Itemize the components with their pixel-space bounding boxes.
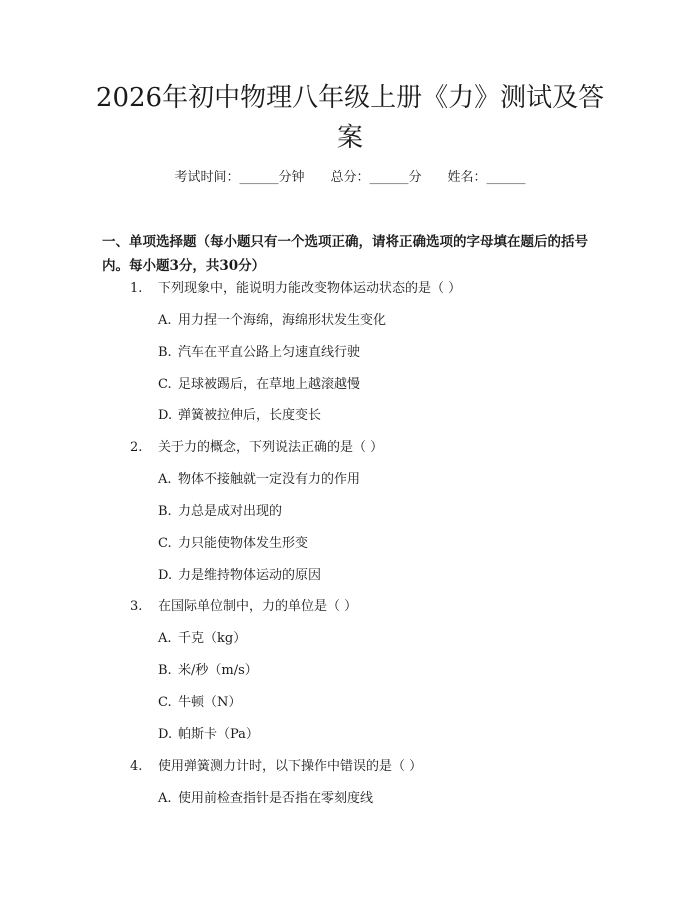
total-score-unit: 分 (408, 170, 422, 185)
option-letter: A. (158, 472, 172, 488)
answer-option (0, 375, 700, 407)
question-list (0, 279, 700, 820)
question-number: 4. (130, 758, 143, 774)
section-heading: 一、单项选择题（每小题只有一个选项正确，请将正确选项的字母填在题后的括号内。每小题3分，共30分） (102, 234, 588, 274)
answer-option (0, 502, 700, 534)
option-text: 力总是成对出现的 (178, 503, 283, 519)
answer-option (0, 725, 700, 757)
answer-option (0, 406, 700, 438)
option-letter: C. (158, 376, 172, 392)
option-letter: A. (158, 790, 172, 806)
name-label: 姓名： (447, 170, 487, 185)
total-score-label: 总分： (330, 170, 370, 185)
answer-option (0, 470, 700, 502)
option-text: 足球被踢后，在草地上越滚越慢 (178, 376, 361, 392)
question-item (0, 757, 700, 789)
question-number: 1. (130, 281, 143, 296)
option-text: 力是维持物体运动的原因 (178, 567, 322, 583)
option-text: 弹簧被拉伸后，长度变长 (178, 408, 322, 424)
name-blank: ______ (486, 170, 526, 185)
answer-option (0, 566, 700, 598)
question-text: 在国际单位制中，力的单位是（ ） (158, 599, 358, 615)
option-letter: A. (158, 313, 172, 328)
question-text: 使用弹簧测力计时，以下操作中错误的是（ ） (158, 758, 423, 774)
question-number: 3. (130, 599, 143, 615)
exam-time-blank: ______ (239, 170, 279, 185)
option-text: 千克（kg） (178, 631, 247, 647)
option-letter: B. (158, 663, 172, 679)
question-item (0, 438, 700, 470)
total-score-blank: ______ (369, 170, 409, 185)
option-letter: C. (158, 694, 172, 710)
answer-option (0, 343, 700, 375)
exam-info-line (0, 168, 700, 188)
option-letter: A. (158, 631, 172, 647)
question-item (0, 597, 700, 629)
exam-time-label: 考试时间： (174, 170, 240, 185)
question-text: 下列现象中，能说明力能改变物体运动状态的是（ ） (158, 281, 462, 296)
option-text: 帕斯卡（Pa） (178, 726, 259, 742)
answer-option (0, 629, 700, 661)
option-text: 牛顿（N） (178, 694, 242, 710)
question-text: 关于力的概念，下列说法正确的是（ ） (158, 440, 384, 456)
option-text: 使用前检查指针是否指在零刻度线 (178, 790, 374, 806)
option-text: 力只能使物体发生形变 (178, 535, 309, 551)
option-text: 汽车在平直公路上匀速直线行驶 (178, 344, 361, 360)
option-text: 物体不接触就一定没有力的作用 (178, 472, 361, 488)
answer-option (0, 693, 700, 725)
option-letter: D. (158, 408, 173, 424)
page-title: 2026年初中物理八年级上册《力》测试及答案 (95, 83, 605, 153)
option-letter: C. (158, 535, 172, 551)
answer-option (0, 789, 700, 821)
option-letter: B. (158, 503, 172, 519)
question-item (0, 279, 700, 311)
option-letter: D. (158, 726, 173, 742)
question-number: 2. (130, 440, 143, 456)
answer-option (0, 534, 700, 566)
answer-option (0, 661, 700, 693)
option-text: 米/秒（m/s） (178, 663, 258, 679)
option-text: 用力捏一个海绵，海绵形状发生变化 (178, 313, 387, 328)
exam-time-unit: 分钟 (278, 170, 305, 185)
option-letter: D. (158, 567, 173, 583)
answer-option (0, 311, 700, 343)
option-letter: B. (158, 344, 172, 360)
